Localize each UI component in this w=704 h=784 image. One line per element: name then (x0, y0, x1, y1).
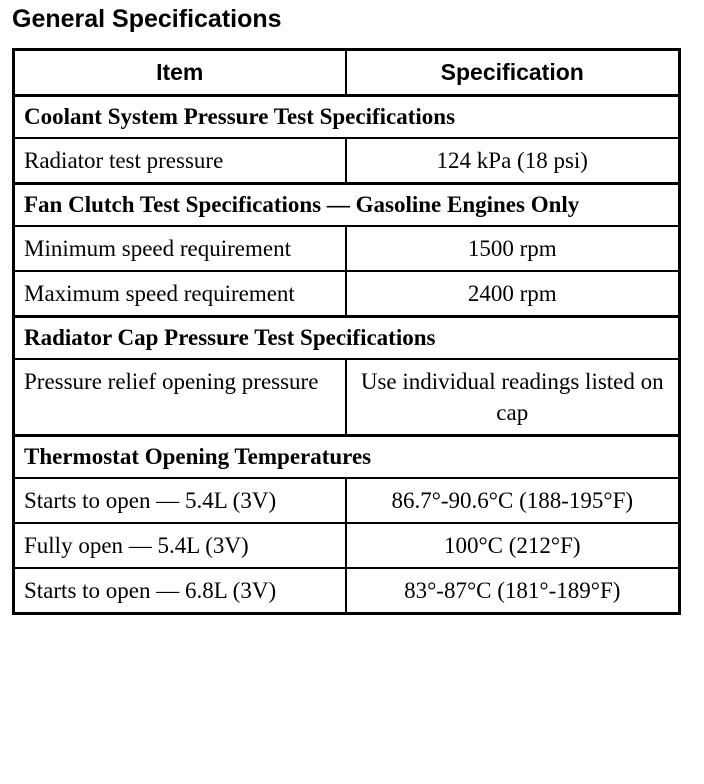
specification-cell: 100°C (212°F) (346, 523, 680, 568)
section-heading: Radiator Cap Pressure Test Specifications (14, 317, 680, 360)
item-cell: Fully open — 5.4L (3V) (14, 523, 346, 568)
item-cell: Pressure relief opening pressure (14, 359, 346, 436)
page-title: General Specifications (12, 5, 282, 33)
section-row-coolant-system (14, 96, 680, 139)
section-heading: Thermostat Opening Temperatures (14, 436, 680, 479)
section-row-radiator-cap (14, 317, 680, 360)
section-heading: Coolant System Pressure Test Specifications (14, 96, 680, 139)
item-cell: Starts to open — 5.4L (3V) (14, 478, 346, 523)
table-row (14, 138, 680, 184)
table-row (14, 478, 680, 523)
specification-cell: 83°-87°C (181°-189°F) (346, 568, 680, 614)
specification-cell: 124 kPa (18 psi) (346, 138, 680, 184)
table-row (14, 271, 680, 317)
section-row-thermostat (14, 436, 680, 479)
specification-cell: 1500 rpm (346, 226, 680, 271)
specification-cell: Use individual readings listed on cap (346, 359, 680, 436)
table-header-row (14, 50, 680, 96)
section-heading: Fan Clutch Test Specifications — Gasoline Engines Only (14, 184, 680, 227)
specification-cell: 86.7°-90.6°C (188-195°F) (346, 478, 680, 523)
column-header-item: Item (14, 50, 346, 96)
table-row (14, 359, 680, 436)
table-row (14, 523, 680, 568)
item-cell: Minimum speed requirement (14, 226, 346, 271)
item-cell: Radiator test pressure (14, 138, 346, 184)
table-row (14, 226, 680, 271)
column-header-specification: Specification (346, 50, 680, 96)
specification-cell: 2400 rpm (346, 271, 680, 317)
section-row-fan-clutch (14, 184, 680, 227)
specifications-table (12, 48, 681, 615)
item-cell: Starts to open — 6.8L (3V) (14, 568, 346, 614)
table-row (14, 568, 680, 614)
item-cell: Maximum speed requirement (14, 271, 346, 317)
